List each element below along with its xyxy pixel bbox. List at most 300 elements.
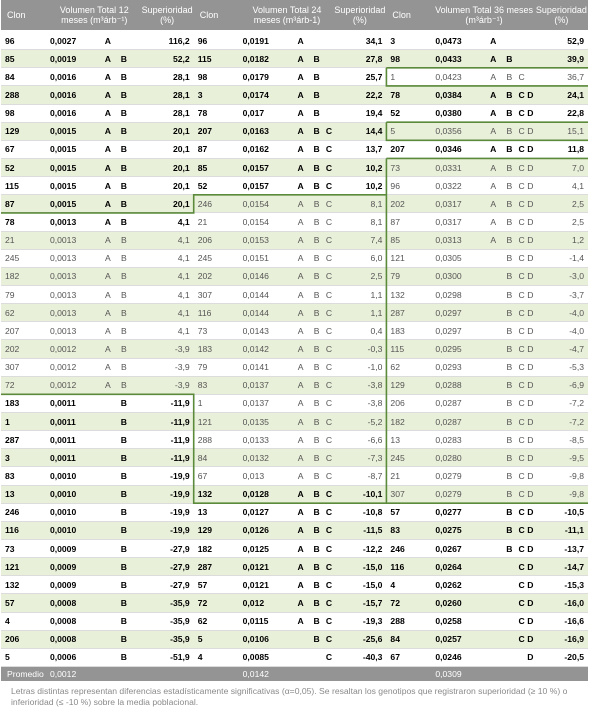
group-letter-cell: [132, 177, 141, 195]
group-letter-cell: [100, 576, 116, 594]
group-letter-cell: [132, 558, 141, 576]
group-letter-cell: [132, 503, 141, 521]
clone-id-cell: 84: [194, 449, 241, 467]
volume-cell: 0,0128: [241, 485, 293, 503]
clone-id-cell: 182: [386, 412, 433, 430]
group-letter-cell: B: [501, 213, 517, 231]
superiority-cell: 36,7: [535, 68, 588, 86]
volume-cell: 0,0298: [433, 285, 485, 303]
clone-id-cell: 182: [194, 539, 241, 557]
table-row: [1, 576, 588, 594]
superiority-cell: -20,5: [535, 648, 588, 666]
group-letter-cell: A: [293, 449, 309, 467]
volume-cell: 0,0135: [241, 412, 293, 430]
group-letter-cell: C: [517, 503, 526, 521]
superiority-cell: 1,2: [535, 231, 588, 249]
superiority-cell: 52,2: [141, 50, 194, 68]
group-letter-cell: D: [526, 267, 535, 285]
table-row: [1, 376, 588, 394]
group-letter-cell: B: [309, 358, 325, 376]
genotype-volume-table: [1, 0, 588, 681]
clone-id-cell: 98: [194, 68, 241, 86]
group-letter-cell: C: [325, 285, 334, 303]
superiority-cell: -14,7: [535, 558, 588, 576]
superiority-cell: 4,1: [141, 249, 194, 267]
volume-cell: 0,0313: [433, 231, 485, 249]
volume-cell: 0,0346: [433, 140, 485, 158]
volume-cell: 0,0011: [48, 449, 100, 467]
group-letter-cell: [132, 267, 141, 285]
group-letter-cell: B: [501, 521, 517, 539]
table-row: [1, 213, 588, 231]
clone-id-cell: 78: [1, 213, 48, 231]
superiority-cell: 28,1: [141, 68, 194, 86]
table-row: [1, 648, 588, 666]
group-letter-cell: [485, 576, 501, 594]
group-letter-cell: A: [293, 231, 309, 249]
group-letter-cell: [501, 576, 517, 594]
volume-cell: 0,0246: [433, 648, 485, 666]
volume-cell: 0,0174: [241, 86, 293, 104]
group-letter-cell: B: [501, 249, 517, 267]
clone-id-cell: 67: [386, 648, 433, 666]
superiority-cell: -1,4: [535, 249, 588, 267]
group-letter-cell: A: [485, 213, 501, 231]
group-letter-cell: B: [309, 213, 325, 231]
superiority-cell: -10,1: [333, 485, 386, 503]
group-letter-cell: B: [309, 195, 325, 213]
average-label: Promedio: [1, 666, 48, 681]
superiority-cell: 2,5: [535, 195, 588, 213]
clone-id-cell: 72: [1, 376, 48, 394]
group-letter-cell: C: [517, 304, 526, 322]
average-filler: [100, 666, 194, 681]
volume-cell: 0,0011: [48, 412, 100, 430]
superiority-cell: 4,1: [141, 285, 194, 303]
group-letter-cell: [501, 594, 517, 612]
group-letter-cell: B: [501, 449, 517, 467]
volume-cell: 0,017: [241, 104, 293, 122]
group-letter-cell: C: [517, 449, 526, 467]
group-letter-cell: A: [485, 158, 501, 176]
table-row: [1, 412, 588, 430]
group-letter-cell: [132, 140, 141, 158]
volume-cell: 0,0013: [48, 267, 100, 285]
group-letter-cell: B: [501, 177, 517, 195]
volume-cell: 0,0010: [48, 503, 100, 521]
footnote: Letras distintas representan diferencias estadísticamente significativas (α=0,05). Se resaltan los genotipos que registraron superioridad (≥ 10 %) o inferioridad (≤ -10 %) sobre la media poblacional.: [11, 685, 568, 707]
volume-cell: 0,0121: [241, 558, 293, 576]
superiority-cell: -7,3: [333, 449, 386, 467]
clone-id-cell: 85: [1, 50, 48, 68]
group-letter-cell: B: [501, 394, 517, 412]
superiority-cell: -6,6: [333, 431, 386, 449]
clone-id-cell: 3: [194, 86, 241, 104]
superiority-cell: 0,4: [333, 322, 386, 340]
group-letter-cell: A: [293, 394, 309, 412]
clone-id-cell: 116: [1, 521, 48, 539]
superiority-cell: -5,3: [535, 358, 588, 376]
group-letter-cell: B: [501, 467, 517, 485]
superiority-cell: 2,5: [333, 267, 386, 285]
group-letter-cell: B: [309, 576, 325, 594]
superiority-cell: 22,2: [333, 86, 386, 104]
clone-id-cell: 21: [1, 231, 48, 249]
group-letter-cell: B: [501, 503, 517, 521]
group-letter-cell: A: [293, 576, 309, 594]
volume-cell: 0,0141: [241, 358, 293, 376]
group-letter-cell: B: [309, 267, 325, 285]
group-letter-cell: B: [501, 68, 517, 86]
group-letter-cell: A: [293, 485, 309, 503]
superiority-cell: -27,9: [141, 558, 194, 576]
group-letter-cell: C: [325, 412, 334, 430]
volume-cell: 0,0015: [48, 140, 100, 158]
group-letter-cell: D: [526, 412, 535, 430]
group-letter-cell: C: [517, 630, 526, 648]
clone-id-cell: 78: [386, 86, 433, 104]
group-letter-cell: D: [526, 158, 535, 176]
group-letter-cell: B: [116, 86, 132, 104]
group-letter-cell: C: [325, 576, 334, 594]
group-letter-cell: [132, 249, 141, 267]
group-letter-cell: C: [325, 213, 334, 231]
superiority-cell: 22,8: [535, 104, 588, 122]
group-letter-cell: [132, 376, 141, 394]
table-body: [1, 31, 588, 681]
group-letter-cell: [325, 68, 334, 86]
header-volume-36: Volumen Total 36 meses (m³árb⁻¹): [433, 0, 534, 31]
superiority-cell: 10,2: [333, 158, 386, 176]
group-letter-cell: [132, 358, 141, 376]
group-letter-cell: B: [309, 340, 325, 358]
volume-cell: 0,0133: [241, 431, 293, 449]
group-letter-cell: A: [293, 104, 309, 122]
clone-id-cell: 245: [194, 249, 241, 267]
clone-id-cell: 87: [194, 140, 241, 158]
group-letter-cell: [485, 431, 501, 449]
group-letter-cell: D: [526, 521, 535, 539]
group-letter-cell: [132, 648, 141, 666]
group-letter-cell: B: [116, 594, 132, 612]
group-letter-cell: A: [293, 612, 309, 630]
volume-cell: 0,0317: [433, 213, 485, 231]
volume-cell: 0,0012: [48, 358, 100, 376]
superiority-cell: -19,9: [141, 485, 194, 503]
volume-cell: 0,0293: [433, 358, 485, 376]
group-letter-cell: B: [116, 285, 132, 303]
group-letter-cell: A: [100, 213, 116, 231]
group-letter-cell: B: [116, 50, 132, 68]
superiority-cell: 116,2: [141, 31, 194, 50]
table-row: [1, 158, 588, 176]
group-letter-cell: C: [517, 285, 526, 303]
group-letter-cell: B: [309, 485, 325, 503]
group-letter-cell: [132, 539, 141, 557]
superiority-cell: -11,9: [141, 431, 194, 449]
group-letter-cell: [485, 612, 501, 630]
group-letter-cell: A: [293, 122, 309, 140]
group-letter-cell: A: [293, 213, 309, 231]
clone-id-cell: 96: [1, 31, 48, 50]
group-letter-cell: [485, 449, 501, 467]
superiority-cell: -35,9: [141, 612, 194, 630]
group-letter-cell: B: [116, 158, 132, 176]
clone-id-cell: 288: [386, 612, 433, 630]
group-letter-cell: B: [116, 358, 132, 376]
volume-cell: 0,0305: [433, 249, 485, 267]
group-letter-cell: A: [293, 158, 309, 176]
group-letter-cell: A: [100, 31, 116, 50]
group-letter-cell: [100, 412, 116, 430]
superiority-cell: -51,9: [141, 648, 194, 666]
volume-cell: 0,0008: [48, 594, 100, 612]
group-letter-cell: B: [501, 431, 517, 449]
group-letter-cell: C: [517, 467, 526, 485]
volume-cell: 0,0013: [48, 304, 100, 322]
clone-id-cell: 207: [1, 322, 48, 340]
clone-id-cell: 96: [194, 31, 241, 50]
volume-cell: 0,0262: [433, 576, 485, 594]
group-letter-cell: C: [325, 648, 334, 666]
group-letter-cell: B: [309, 630, 325, 648]
group-letter-cell: [132, 195, 141, 213]
group-letter-cell: D: [526, 177, 535, 195]
group-letter-cell: [517, 31, 526, 50]
clone-id-cell: 207: [386, 140, 433, 158]
clone-id-cell: 83: [1, 467, 48, 485]
group-letter-cell: A: [293, 358, 309, 376]
superiority-cell: 2,5: [535, 213, 588, 231]
clone-id-cell: 4: [386, 576, 433, 594]
header-superiority-36: Superioridad (%): [535, 0, 588, 31]
clone-id-cell: 287: [194, 558, 241, 576]
clone-id-cell: 132: [1, 576, 48, 594]
group-letter-cell: [100, 612, 116, 630]
group-letter-cell: B: [309, 50, 325, 68]
table-row: [1, 449, 588, 467]
clone-id-cell: 182: [1, 267, 48, 285]
group-letter-cell: C: [517, 340, 526, 358]
volume-cell: 0,0380: [433, 104, 485, 122]
volume-cell: 0,0473: [433, 31, 485, 50]
group-letter-cell: B: [116, 304, 132, 322]
volume-cell: 0,0143: [241, 322, 293, 340]
group-letter-cell: C: [325, 267, 334, 285]
superiority-cell: -4,7: [535, 340, 588, 358]
group-letter-cell: A: [485, 231, 501, 249]
superiority-cell: -3,7: [535, 285, 588, 303]
clone-id-cell: 5: [194, 630, 241, 648]
clone-id-cell: 129: [386, 376, 433, 394]
superiority-cell: -35,9: [141, 594, 194, 612]
group-letter-cell: B: [501, 158, 517, 176]
group-letter-cell: [485, 285, 501, 303]
group-letter-cell: B: [501, 539, 517, 557]
group-letter-cell: C: [325, 376, 334, 394]
clone-id-cell: 287: [386, 304, 433, 322]
volume-cell: 0,0154: [241, 195, 293, 213]
group-letter-cell: [100, 521, 116, 539]
clone-id-cell: 116: [194, 304, 241, 322]
group-letter-cell: A: [485, 104, 501, 122]
clone-id-cell: 1: [1, 412, 48, 430]
group-letter-cell: D: [526, 304, 535, 322]
volume-cell: 0,0279: [433, 467, 485, 485]
group-letter-cell: [132, 394, 141, 412]
superiority-cell: 4,1: [141, 304, 194, 322]
volume-cell: 0,0013: [48, 213, 100, 231]
group-letter-cell: D: [526, 503, 535, 521]
group-letter-cell: A: [100, 322, 116, 340]
group-letter-cell: [132, 340, 141, 358]
group-letter-cell: B: [309, 503, 325, 521]
group-letter-cell: D: [526, 594, 535, 612]
clone-id-cell: 115: [386, 340, 433, 358]
table-row: [1, 612, 588, 630]
volume-cell: 0,0027: [48, 31, 100, 50]
volume-cell: 0,0162: [241, 140, 293, 158]
group-letter-cell: B: [501, 304, 517, 322]
group-letter-cell: B: [309, 249, 325, 267]
volume-cell: 0,0016: [48, 86, 100, 104]
clone-id-cell: 96: [386, 177, 433, 195]
group-letter-cell: C: [517, 322, 526, 340]
group-letter-cell: C: [325, 503, 334, 521]
volume-cell: 0,0137: [241, 376, 293, 394]
clone-id-cell: 202: [386, 195, 433, 213]
volume-cell: 0,0127: [241, 503, 293, 521]
volume-cell: 0,0016: [48, 104, 100, 122]
group-letter-cell: A: [100, 376, 116, 394]
clone-id-cell: 202: [1, 340, 48, 358]
clone-id-cell: 307: [386, 485, 433, 503]
clone-id-cell: 129: [1, 122, 48, 140]
group-letter-cell: [501, 612, 517, 630]
group-letter-cell: B: [501, 86, 517, 104]
group-letter-cell: [132, 612, 141, 630]
superiority-cell: 4,1: [141, 267, 194, 285]
group-letter-cell: [132, 304, 141, 322]
volume-cell: 0,0154: [241, 213, 293, 231]
group-letter-cell: B: [309, 104, 325, 122]
clone-id-cell: 4: [1, 612, 48, 630]
volume-cell: 0,013: [241, 467, 293, 485]
group-letter-cell: A: [100, 122, 116, 140]
group-letter-cell: A: [293, 195, 309, 213]
group-letter-cell: [100, 467, 116, 485]
group-letter-cell: B: [116, 195, 132, 213]
group-letter-cell: C: [325, 340, 334, 358]
volume-cell: 0,0317: [433, 195, 485, 213]
group-letter-cell: A: [293, 285, 309, 303]
volume-cell: 0,0015: [48, 122, 100, 140]
superiority-cell: 20,1: [141, 177, 194, 195]
table-row: [1, 358, 588, 376]
clone-id-cell: 129: [194, 521, 241, 539]
group-letter-cell: A: [485, 140, 501, 158]
group-letter-cell: A: [293, 539, 309, 557]
superiority-cell: 7,4: [333, 231, 386, 249]
superiority-cell: 20,1: [141, 140, 194, 158]
superiority-cell: -15,0: [333, 558, 386, 576]
group-letter-cell: C: [325, 594, 334, 612]
table-row: [1, 340, 588, 358]
group-letter-cell: B: [116, 539, 132, 557]
superiority-cell: -11,5: [333, 521, 386, 539]
clone-id-cell: 183: [194, 340, 241, 358]
group-letter-cell: [517, 648, 526, 666]
group-letter-cell: B: [116, 467, 132, 485]
group-letter-cell: B: [116, 140, 132, 158]
superiority-cell: -8,5: [535, 431, 588, 449]
group-letter-cell: C: [517, 122, 526, 140]
group-letter-cell: D: [526, 648, 535, 666]
clone-id-cell: 57: [1, 594, 48, 612]
group-letter-cell: [485, 304, 501, 322]
volume-cell: 0,0009: [48, 576, 100, 594]
superiority-cell: -3,8: [333, 376, 386, 394]
table-row: [1, 558, 588, 576]
superiority-cell: -3,0: [535, 267, 588, 285]
clone-id-cell: 87: [386, 213, 433, 231]
group-letter-cell: C: [517, 358, 526, 376]
group-letter-cell: C: [325, 177, 334, 195]
group-letter-cell: [485, 630, 501, 648]
group-letter-cell: C: [517, 431, 526, 449]
group-letter-cell: A: [293, 304, 309, 322]
header-volume-24: Volumen Total 24 meses (m³árb-1): [241, 0, 334, 31]
volume-cell: 0,0157: [241, 177, 293, 195]
group-letter-cell: B: [501, 285, 517, 303]
group-letter-cell: [485, 558, 501, 576]
volume-cell: 0,0015: [48, 195, 100, 213]
superiority-cell: -3,8: [333, 394, 386, 412]
clone-id-cell: 116: [386, 558, 433, 576]
group-letter-cell: B: [309, 394, 325, 412]
superiority-cell: -16,6: [535, 612, 588, 630]
group-letter-cell: [132, 31, 141, 50]
group-letter-cell: C: [325, 612, 334, 630]
table-row: [1, 285, 588, 303]
clone-id-cell: 67: [194, 467, 241, 485]
group-letter-cell: D: [526, 231, 535, 249]
clone-id-cell: 57: [386, 503, 433, 521]
group-letter-cell: [132, 467, 141, 485]
group-letter-cell: B: [309, 449, 325, 467]
group-letter-cell: B: [116, 340, 132, 358]
group-letter-cell: [325, 104, 334, 122]
group-letter-cell: B: [116, 267, 132, 285]
group-letter-cell: B: [309, 431, 325, 449]
superiority-cell: 19,4: [333, 104, 386, 122]
group-letter-cell: C: [325, 249, 334, 267]
group-letter-cell: [100, 594, 116, 612]
clone-id-cell: 98: [386, 50, 433, 68]
group-letter-cell: B: [116, 558, 132, 576]
group-letter-cell: B: [116, 576, 132, 594]
group-letter-cell: B: [116, 104, 132, 122]
superiority-cell: -27,9: [141, 576, 194, 594]
header-superiority-24: Superioridad (%): [333, 0, 386, 31]
group-letter-cell: B: [309, 521, 325, 539]
superiority-cell: -11,1: [535, 521, 588, 539]
clone-id-cell: 62: [194, 612, 241, 630]
volume-cell: 0,0356: [433, 122, 485, 140]
group-letter-cell: B: [116, 376, 132, 394]
table-row: [1, 521, 588, 539]
clone-id-cell: 85: [386, 231, 433, 249]
